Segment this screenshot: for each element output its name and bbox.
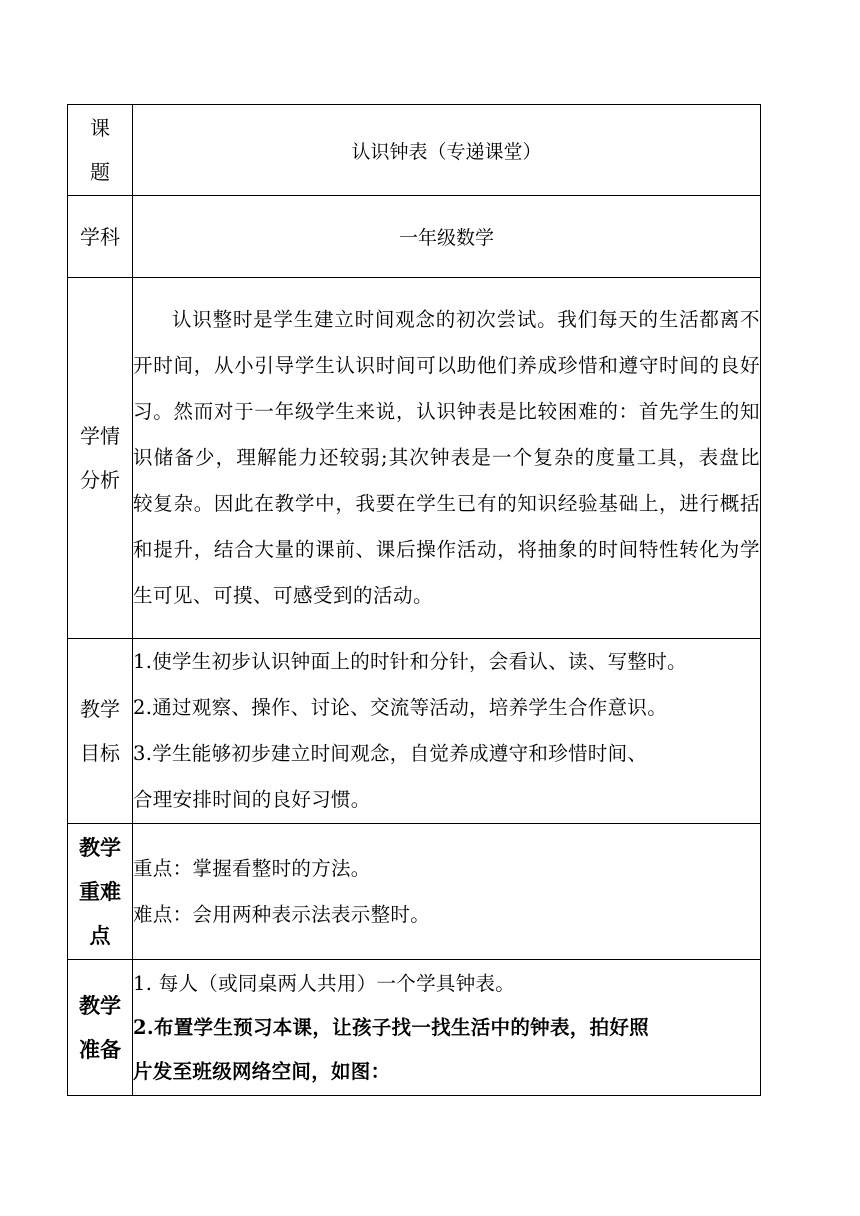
key-points-cell [133, 824, 761, 960]
row-preparation [68, 960, 761, 1096]
goal-item: 3.学生能够初步建立时间观念，自觉养成遵守和珍惜时间、 [133, 742, 648, 765]
topic-value: 认识钟表（专递课堂） [133, 105, 761, 196]
goal-item: 1.使学生初步认识钟面上的时针和分针，会看认、读、写整时。 [133, 650, 687, 673]
row-subject [68, 196, 761, 278]
key-point: 重点：掌握看整时的方法。 [133, 856, 371, 880]
analysis-paragraph: 认识整时是学生建立时间观念的初次尝试。我们每天的生活都离不开时间，从小引导学生认识时间可以助他们养成珍惜和遵守时间的良好习。然而对于一年级学生来说，认识钟表是比较困难的：首先学生的知识储备少，理解能力还较弱;其次钟表是一个复杂的度量工具，表盘比较复杂。因此在教学中，我要在学生已有的知识经验基础上，进行概括和提升，结合大量的课前、课后操作活动，将抽象的时间特性转化为学生可见、可摸、可感受到的活动。 [133, 308, 760, 607]
row-goals [68, 639, 761, 824]
row-analysis [68, 278, 761, 639]
topic-label: 课 题 [68, 105, 133, 196]
preparation-label: 教学 准备 [68, 960, 133, 1096]
prep-item-1: 1. 每人（或同桌两人共用）一个学具钟表。 [133, 971, 516, 995]
analysis-label: 学情 分析 [68, 278, 133, 639]
goals-cell [133, 639, 761, 824]
goal-item: 2.通过观察、操作、讨论、交流等活动，培养学生合作意识。 [133, 696, 668, 719]
subject-value: 一年级数学 [133, 196, 761, 278]
key-points-label: 教学 重难 点 [68, 824, 133, 960]
row-key-points [68, 824, 761, 960]
goal-item: 合理安排时间的良好习惯。 [133, 788, 371, 811]
row-topic [68, 105, 761, 196]
lesson-plan-table [67, 104, 761, 1096]
subject-label: 学科 [68, 196, 133, 278]
difficult-point: 难点：会用两种表示法表示整时。 [133, 902, 431, 926]
prep-item-2-line: 2.布置学生预习本课，让孩子找一找生活中的钟表，拍好照 [133, 1015, 649, 1039]
preparation-cell [133, 960, 761, 1096]
goals-label: 教学 目标 [68, 639, 133, 824]
analysis-text-cell [133, 278, 761, 639]
prep-item-2-line: 片发至班级网络空间，如图： [133, 1059, 391, 1083]
